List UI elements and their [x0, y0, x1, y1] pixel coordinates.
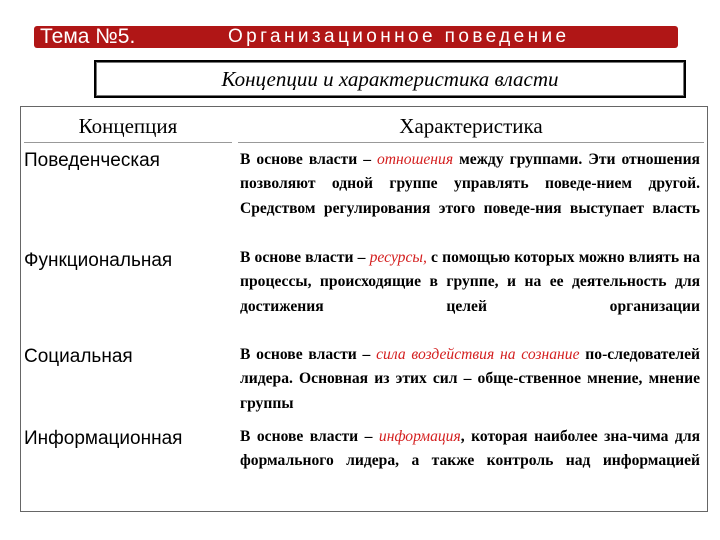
description-text: В основе власти –: [240, 151, 377, 168]
description-highlight: ресурсы,: [369, 249, 427, 266]
description-text: В основе власти –: [240, 428, 379, 445]
column-header-characteristic: Характеристика: [399, 114, 543, 138]
description-text: между группами. Эти отношения позволяют одной группе управлять поведе-нием другой. Средством регулирования этого поведе-ния выступает власть: [240, 151, 700, 217]
concept-social: Социальная: [24, 346, 133, 367]
subject-title: Организационное поведение: [228, 26, 570, 47]
description-social: [240, 343, 700, 416]
header-divider: [24, 142, 232, 143]
description-highlight: сила воздействия на сознание: [376, 346, 580, 363]
description-text: В основе власти –: [240, 346, 377, 363]
concept-informational: Информационная: [24, 428, 183, 449]
header-divider: [238, 142, 704, 143]
slide-subtitle: Концепции и характеристика власти: [94, 60, 686, 98]
description-functional: [240, 246, 700, 319]
concept-behavioral: Поведенческая: [24, 150, 160, 171]
description-informational: [240, 425, 700, 474]
description-behavioral: [240, 148, 700, 221]
topic-title: Тема №5.: [40, 25, 136, 48]
description-highlight: отношения: [377, 151, 454, 168]
concept-functional: Функциональная: [24, 250, 173, 271]
column-header-concept: Концепция: [78, 114, 178, 138]
description-text: В основе власти –: [240, 249, 370, 266]
description-text: , которая наиболее зна-чима для формального лидера, а также контроль над информацией: [240, 428, 701, 470]
description-highlight: информация: [378, 428, 461, 445]
description-text: по-следователей лидера. Основная из этих сил – обще-ственное мнение, мнение группы: [240, 346, 701, 412]
description-text: с помощью которых можно влиять на процессы, происходящие в группе, и на ее деятельность для достижения целей организации: [240, 249, 701, 315]
